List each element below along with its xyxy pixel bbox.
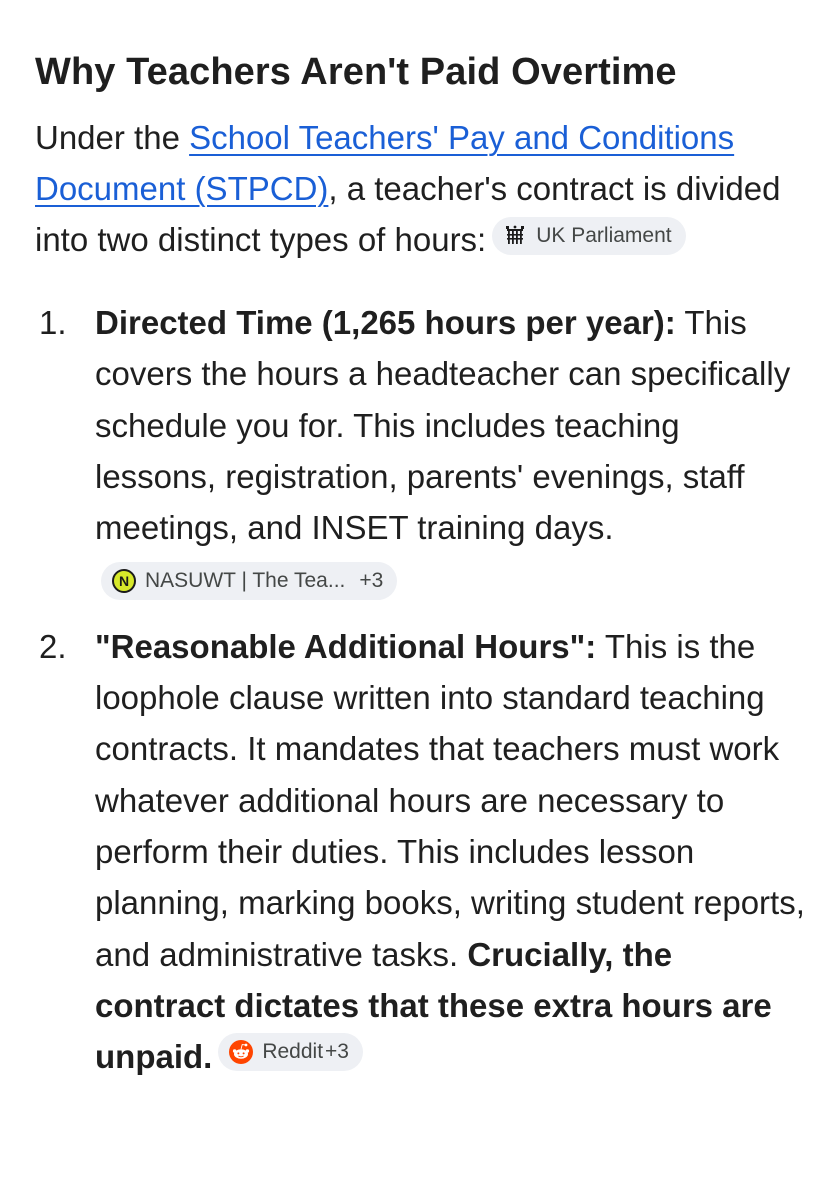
list-item-text: This is the loophole clause written into standard teaching contracts. It mandates that teachers must work whatever additional hours are necessary to perform their duties. This includes lesson planning, marking books, writing student reports, and administrative tasks. bbox=[95, 627, 805, 973]
list-item-reasonable-additional-hours bbox=[35, 621, 808, 1083]
source-chip-label: NASUWT | The Tea... bbox=[145, 569, 346, 593]
intro-text-after-link: , a teacher's contract is divided into two distinct types of hours: bbox=[35, 170, 781, 258]
source-chip-uk-parliament[interactable] bbox=[492, 217, 685, 255]
nasuwt-n-icon: N bbox=[111, 568, 137, 594]
hours-types-list bbox=[35, 297, 808, 1082]
section-heading: Why Teachers Aren't Paid Overtime bbox=[35, 51, 677, 93]
list-item-title: Directed Time (1,265 hours per year): bbox=[95, 304, 676, 341]
intro-paragraph bbox=[35, 112, 808, 265]
source-chip-more-count: +3 bbox=[325, 1040, 349, 1064]
source-chip-label: Reddit bbox=[262, 1040, 324, 1064]
parliament-portcullis-icon bbox=[502, 223, 528, 249]
list-item-number: 2. bbox=[39, 627, 67, 665]
reddit-alien-icon bbox=[228, 1039, 254, 1065]
intro-text-before-link: Under the bbox=[35, 119, 190, 156]
list-item-number: 1. bbox=[39, 304, 67, 341]
source-chip-nasuwt[interactable] bbox=[101, 562, 397, 600]
list-item-title: "Reasonable Additional Hours": bbox=[95, 627, 597, 665]
source-chip-label: UK Parliament bbox=[536, 224, 672, 247]
source-chip-more-count: +3 bbox=[359, 569, 384, 593]
list-item-directed-time bbox=[35, 297, 808, 605]
list-item-text: This covers the hours a headteacher can specifically schedule you for. This includes teaching lessons, registration, parents' evenings, staff meetings, and INSET training days. bbox=[95, 304, 791, 547]
list-item-emphasis: Crucially, the contract dictates that these extra hours are unpaid. bbox=[95, 935, 772, 1076]
stpcd-link[interactable]: School Teachers' Pay and Conditions Document (STPCD) bbox=[35, 119, 735, 207]
source-chip-reddit[interactable] bbox=[218, 1033, 363, 1071]
